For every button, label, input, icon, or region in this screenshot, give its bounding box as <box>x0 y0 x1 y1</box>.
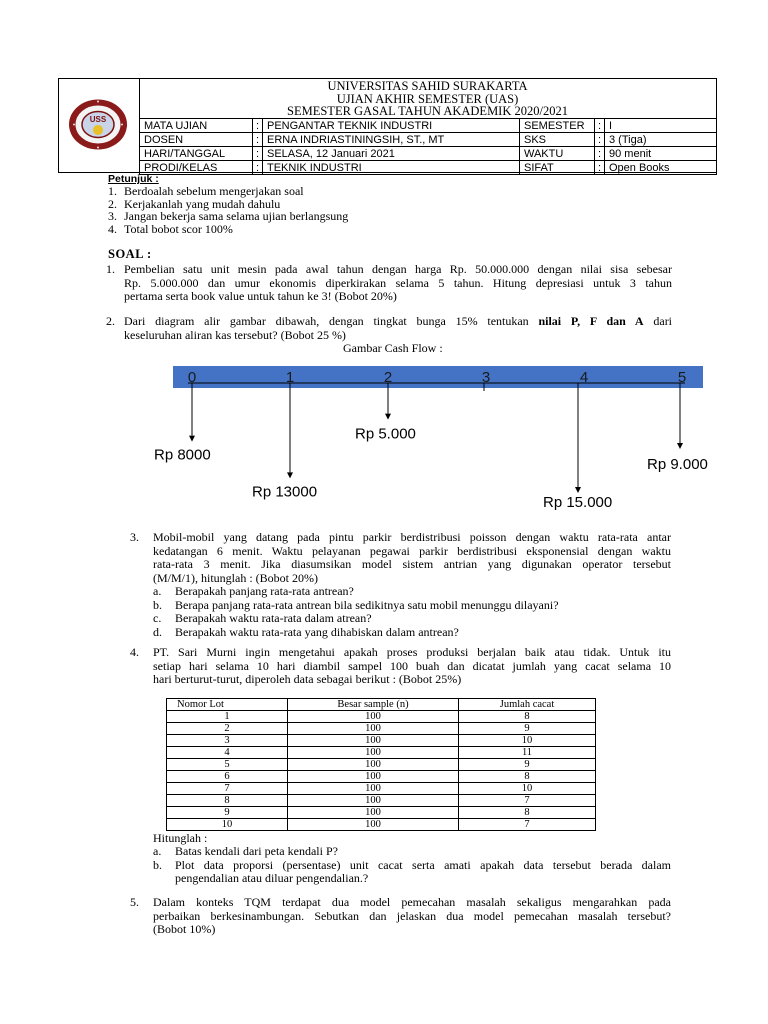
info-value2: Open Books <box>605 161 717 175</box>
text-line: Rp. 5.000.000 dan umur ekonomis diperkirakan selama 5 tahun. Hitung depresiasi untuk 3 tahun <box>124 275 672 290</box>
exam-info-table <box>139 118 717 175</box>
table-row <box>167 795 596 807</box>
table-row <box>167 783 596 795</box>
info-row <box>140 133 717 147</box>
table-cell: 10 <box>459 735 596 747</box>
sub-letter: c. <box>153 611 162 625</box>
petunjuk-item <box>108 210 508 223</box>
q1-text <box>124 263 672 304</box>
cashflow-caption: Gambar Cash Flow : <box>343 341 443 355</box>
cashflow-arrowhead <box>189 436 195 442</box>
text-line: pertama serta book value untuk tahun ke 3! (Bobot 20%) <box>124 289 397 303</box>
info-value2: 90 menit <box>605 147 717 161</box>
table-cell: 8 <box>167 795 288 807</box>
table-cell: 100 <box>288 771 459 783</box>
sub-text: pengendalian atau diluar pengendalian.? <box>175 871 369 885</box>
petunjuk-num: 1. <box>108 184 117 198</box>
table-row <box>167 735 596 747</box>
petunjuk-list <box>108 185 508 235</box>
q4-subs <box>153 845 671 886</box>
petunjuk-text: Total bobot scor 100% <box>124 221 233 236</box>
table-cell: 9 <box>459 759 596 771</box>
petunjuk-item <box>108 223 508 236</box>
info-label2: SKS <box>520 133 595 147</box>
q3-subs <box>153 585 671 639</box>
info-colon: : <box>595 119 605 133</box>
table-cell: 100 <box>288 819 459 831</box>
petunjuk-text: Kerjakanlah yang mudah dahulu <box>124 196 281 211</box>
cashflow-timeline-bar <box>173 366 703 388</box>
info-colon: : <box>253 119 263 133</box>
table-cell: 100 <box>288 747 459 759</box>
table-cell: 7 <box>167 783 288 795</box>
sub-letter: d. <box>153 624 162 639</box>
info-colon: : <box>253 161 263 175</box>
text-line: Mobil-mobil yang datang pada pintu parkir berdistribusi poisson dengan waktu rata-rata antar <box>153 530 671 544</box>
table-cell: 4 <box>167 747 288 759</box>
table-cell: 11 <box>459 747 596 759</box>
petunjuk-text: Berdoalah sebelum mengerjakan soal <box>124 184 304 198</box>
info-colon: : <box>595 133 605 147</box>
text-line: hari berturut-turut, diperoleh data sebagai berikut : (Bobot 25%) <box>153 672 462 686</box>
text-line: PT. Sari Murni ingin mengetahui apakah proses produksi berjalan baik atau tidak. Untuk itu <box>153 645 671 659</box>
sub-item <box>153 599 671 613</box>
info-value2: 3 (Tiga) <box>605 133 717 147</box>
table-cell: 6 <box>167 771 288 783</box>
info-colon: : <box>253 133 263 147</box>
q1-number: 1. <box>106 262 115 276</box>
defect-data-table <box>166 698 596 831</box>
sub-item <box>153 845 671 859</box>
info-value: TEKNIK INDUSTRI <box>263 161 520 175</box>
text-line: (M/M/1), hitunglah : (Bobot 20%) <box>153 570 318 585</box>
q2-line1 <box>124 315 672 329</box>
table-cell: 100 <box>288 735 459 747</box>
table-row <box>167 747 596 759</box>
exam-header <box>58 78 717 173</box>
q2-number: 2. <box>106 314 115 328</box>
period-label: 1 <box>285 369 295 386</box>
sub-letter: b. <box>153 857 162 872</box>
info-colon: : <box>595 147 605 161</box>
q5-text <box>153 896 671 937</box>
petunjuk-num: 4. <box>108 221 117 236</box>
info-colon: : <box>595 161 605 175</box>
info-row <box>140 147 717 161</box>
text-line: kedatangan 6 menit. Waktu pelayanan pegawai parkir berdistribusi eksponensial dengan waktu <box>153 543 671 558</box>
sub-item <box>153 859 671 886</box>
petunjuk-num: 3. <box>108 209 117 223</box>
logo-cell <box>59 79 140 172</box>
info-colon: : <box>253 147 263 161</box>
table-cell: 100 <box>288 723 459 735</box>
q4-text <box>153 646 671 687</box>
table-row <box>167 759 596 771</box>
cashflow-arrowhead <box>287 472 293 478</box>
table-cell: 100 <box>288 759 459 771</box>
university-name: UNIVERSITAS SAHID SURAKARTA <box>327 79 528 93</box>
text-line: setiap hari selama 10 hari diambil sampel 100 buah dan dicatat jumlah yang cacat selama 10 <box>153 658 671 673</box>
petunjuk-title: Petunjuk : <box>108 173 159 185</box>
header-title <box>139 79 716 120</box>
info-label: PRODI/KELAS <box>140 161 253 175</box>
table-header-cell: Besar sample (n) <box>288 699 459 711</box>
period-label: 5 <box>677 369 687 386</box>
university-logo-icon <box>67 97 129 152</box>
text-line: Pembelian satu unit mesin pada awal tahun dengan harga Rp. 50.000.000 dengan nilai sisa sebesar <box>124 262 672 276</box>
info-label2: SIFAT <box>520 161 595 175</box>
cashflow-amount-label: Rp 9.000 <box>647 456 708 473</box>
petunjuk-item <box>108 185 508 198</box>
period-label: 2 <box>383 369 393 386</box>
table-cell: 100 <box>288 795 459 807</box>
info-label: DOSEN <box>140 133 253 147</box>
cashflow-arrowhead <box>385 414 391 420</box>
cashflow-amount-label: Rp 5.000 <box>355 425 416 443</box>
sub-item <box>153 626 671 640</box>
sub-text: Berapakah waktu rata-rata dalam atrean? <box>175 611 372 625</box>
q3-text <box>153 531 671 585</box>
q2-line1-a: Dari diagram alir gambar dibawah, dengan tingkat bunga 15% tentukan <box>124 314 539 328</box>
info-value: SELASA, 12 Januari 2021 <box>263 147 520 161</box>
table-cell: 10 <box>167 819 288 831</box>
cashflow-amount-label: Rp 15.000 <box>543 494 613 510</box>
table-cell: 100 <box>288 807 459 819</box>
info-label: HARI/TANGGAL <box>140 147 253 161</box>
sub-text: Plot data proporsi (persentase) unit cacat serta amati apakah data tersebut berada dalam <box>175 857 671 872</box>
petunjuk-num: 2. <box>108 196 117 211</box>
q4-number: 4. <box>130 645 139 659</box>
table-cell: 1 <box>167 711 288 723</box>
info-label2: WAKTU <box>520 147 595 161</box>
info-label2: SEMESTER <box>520 119 595 133</box>
period-label: 0 <box>187 369 197 386</box>
text-line: (Bobot 10%) <box>153 922 216 936</box>
cashflow-arrowhead <box>677 443 683 449</box>
sub-text: Batas kendali dari peta kendali P? <box>175 844 338 858</box>
sub-letter: a. <box>153 584 162 598</box>
table-row <box>167 819 596 831</box>
info-value: ERNA INDRIASTININGSIH, ST., MT <box>263 133 520 147</box>
table-row <box>167 711 596 723</box>
table-row <box>167 807 596 819</box>
exam-name: UJIAN AKHIR SEMESTER (UAS) <box>336 91 519 106</box>
cashflow-amount-label: Rp 8000 <box>154 446 211 464</box>
sub-item <box>153 585 671 599</box>
sub-text: Berapakah waktu rata-rata yang dihabiskan dalam antrean? <box>175 624 459 639</box>
info-row <box>140 161 717 175</box>
table-row <box>167 771 596 783</box>
period-label: 3 <box>481 369 491 386</box>
petunjuk-text: Jangan bekerja sama selama ujian berlangsung <box>124 209 349 223</box>
semester-line: SEMESTER GASAL TAHUN AKADEMIK 2020/2021 <box>287 104 568 118</box>
sub-letter: a. <box>153 844 162 858</box>
sub-letter: b. <box>153 597 162 612</box>
text-line: rata-rata 3 menit. Jika diasumsikan model sistem antrian yang digunakan operator tersebut <box>153 557 671 571</box>
text-line: perbaikan berkesinambungan. Sebutkan dan jelaskan dua model pemecahan masalah tersebut? <box>153 908 671 923</box>
defect-table-header <box>167 699 596 711</box>
table-cell: 7 <box>459 819 596 831</box>
period-label: 4 <box>579 369 589 386</box>
table-header-cell: Jumlah cacat <box>459 699 596 711</box>
q5-number: 5. <box>130 895 139 909</box>
info-row <box>140 119 717 133</box>
q4-hitung: Hitunglah : <box>153 831 208 845</box>
info-value2: I <box>605 119 717 133</box>
q3-number: 3. <box>130 530 139 544</box>
table-cell: 8 <box>459 771 596 783</box>
q2-line2: keseluruhan aliran kas tersebut? (Bobot 25 %) <box>124 327 346 342</box>
sub-item <box>153 612 671 626</box>
sub-text: Berapakah panjang rata-rata antrean? <box>175 584 354 598</box>
table-cell: 9 <box>459 723 596 735</box>
table-cell: 8 <box>459 807 596 819</box>
logo-text: USS <box>89 115 107 124</box>
q2-line1-b: dari <box>643 314 673 328</box>
table-cell: 100 <box>288 711 459 723</box>
table-cell: 2 <box>167 723 288 735</box>
table-cell: 100 <box>288 783 459 795</box>
info-label: MATA UJIAN <box>140 119 253 133</box>
table-cell: 7 <box>459 795 596 807</box>
cashflow-amount-label: Rp 13000 <box>252 483 318 501</box>
text-line: Dalam konteks TQM terdapat dua model pemecahan masalah sekaligus mengarahkan pada <box>153 895 671 909</box>
table-cell: 3 <box>167 735 288 747</box>
table-cell: 8 <box>459 711 596 723</box>
cashflow-arrowhead <box>575 487 581 493</box>
table-cell: 9 <box>167 807 288 819</box>
sub-text: Berapa panjang rata-rata antrean bila sedikitnya satu mobil menunggu dilayani? <box>175 597 559 612</box>
cashflow-diagram <box>140 360 740 510</box>
table-cell: 5 <box>167 759 288 771</box>
info-value: PENGANTAR TEKNIK INDUSTRI <box>263 119 520 133</box>
table-row <box>167 723 596 735</box>
q2-line1-bold: nilai P, F dan A <box>538 314 644 328</box>
table-header-cell: Nomor Lot <box>167 699 288 711</box>
table-cell: 10 <box>459 783 596 795</box>
soal-title: SOAL : <box>108 247 152 261</box>
